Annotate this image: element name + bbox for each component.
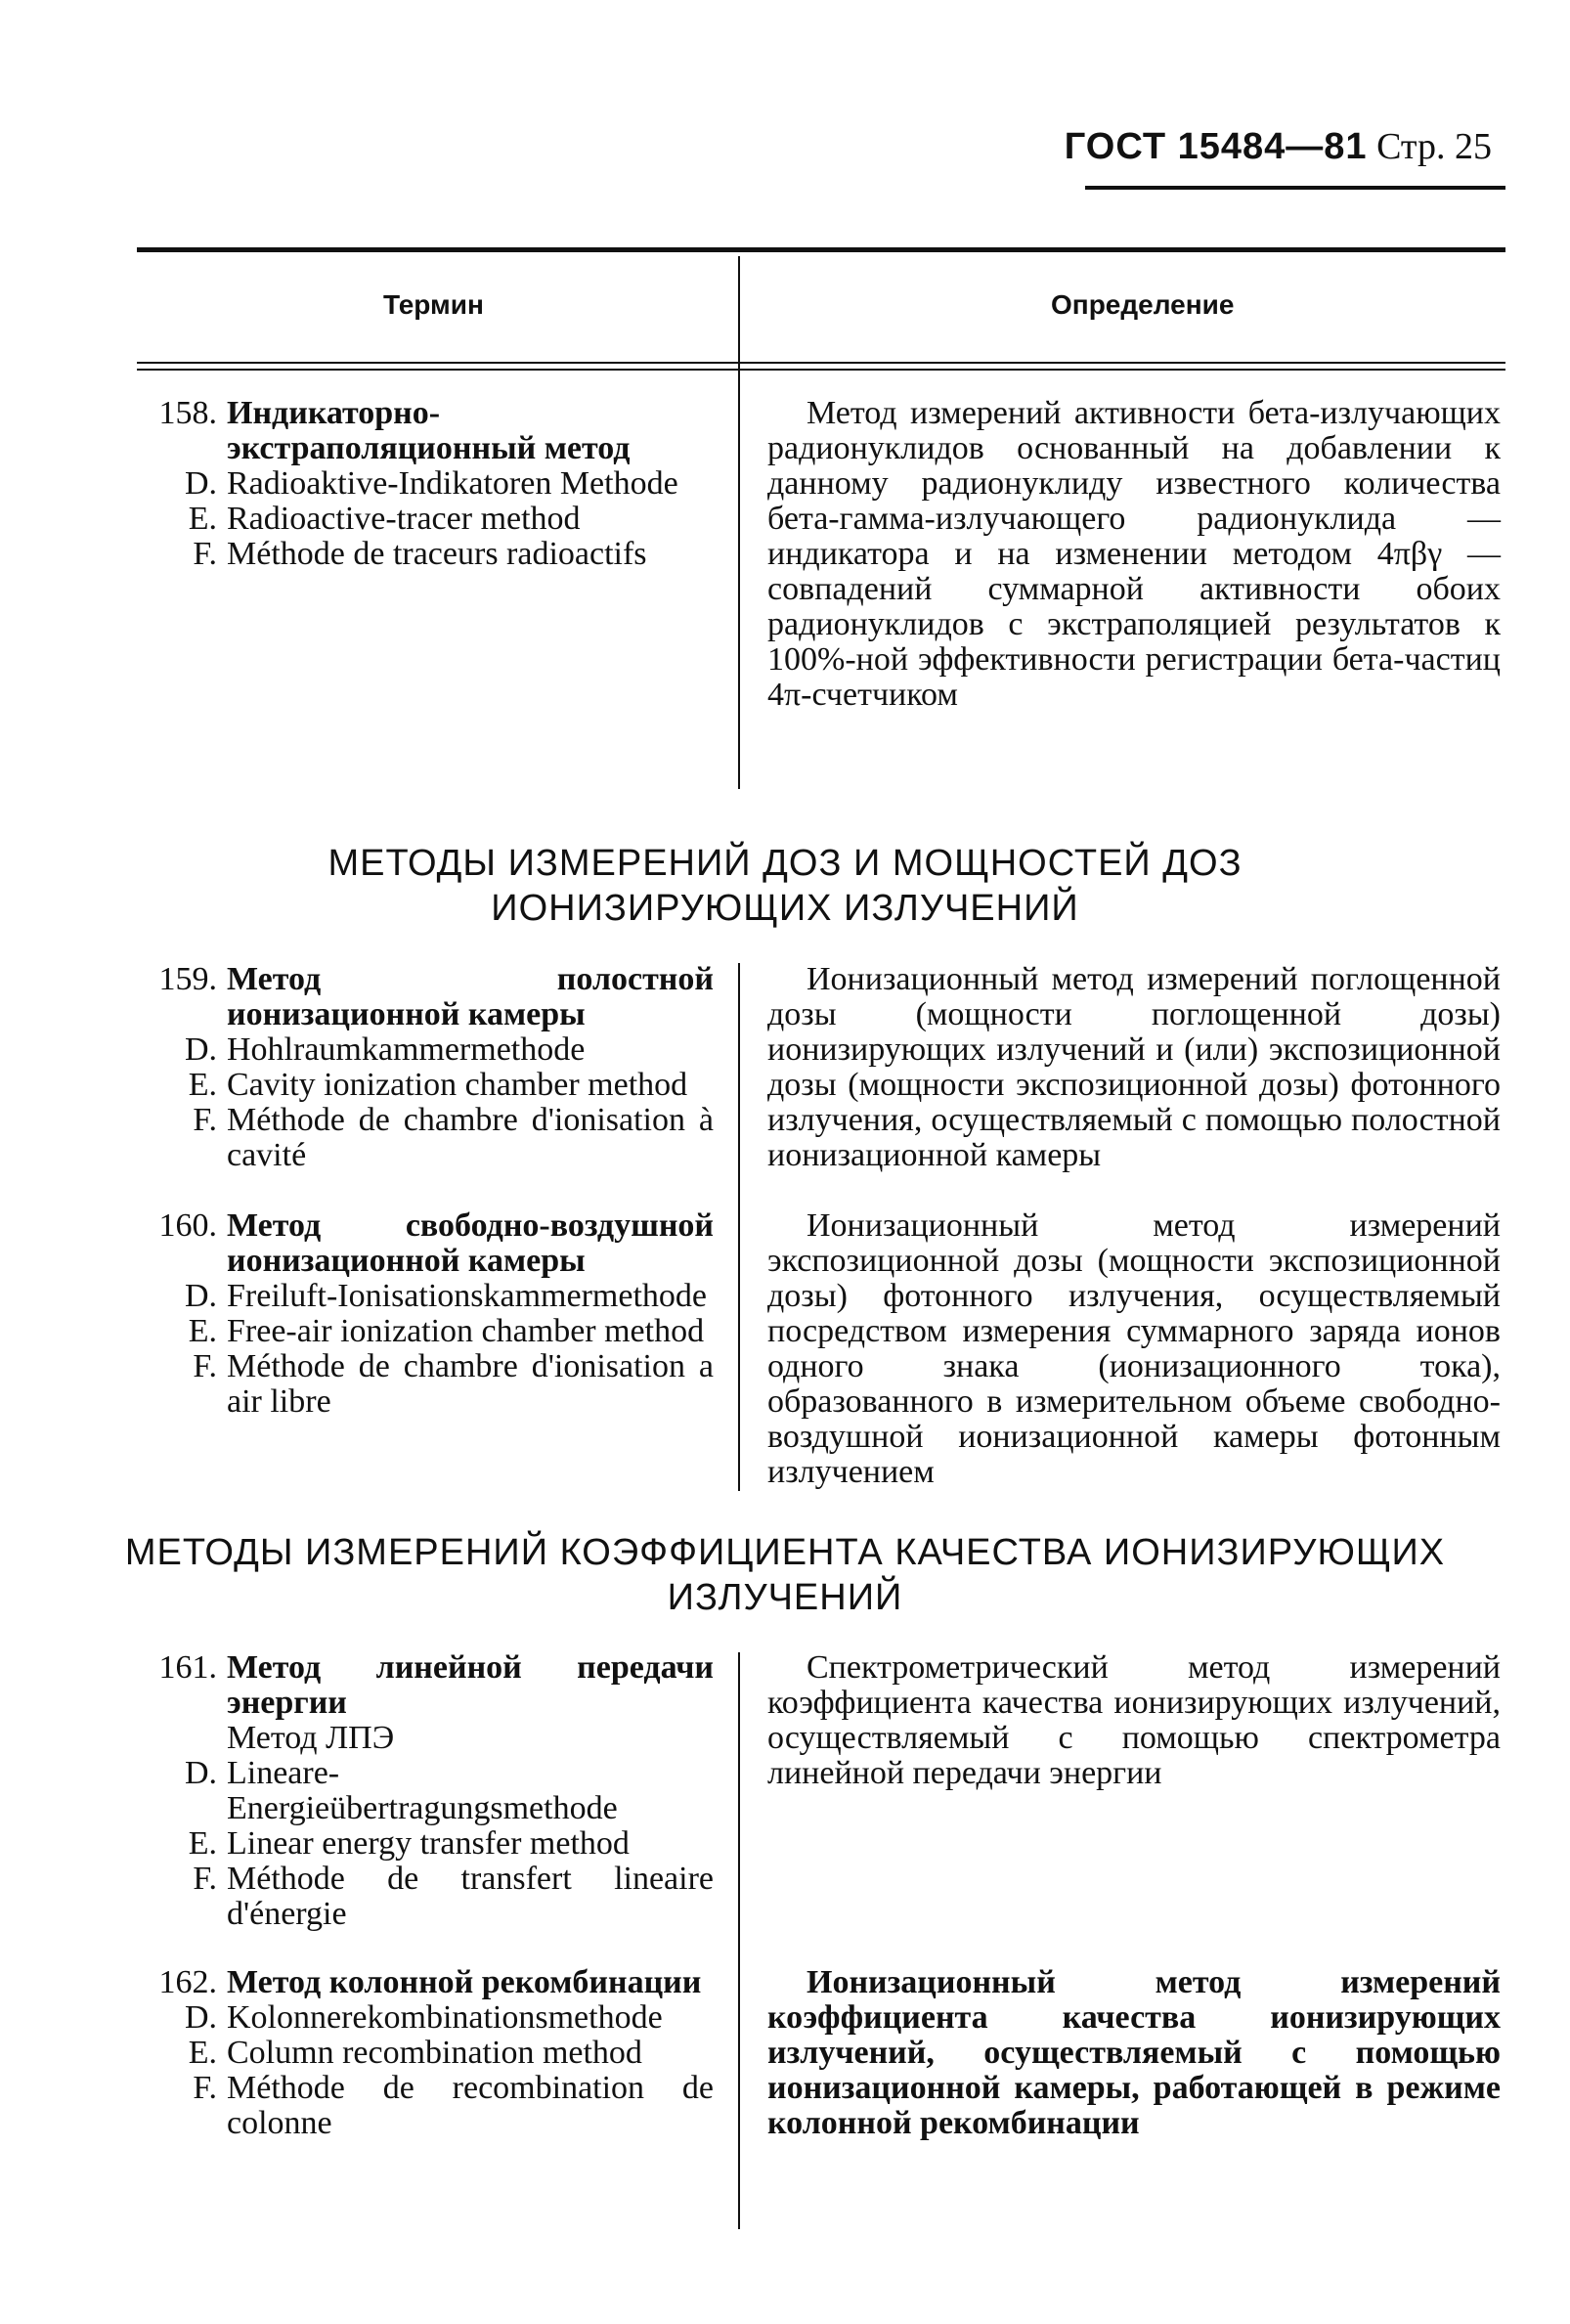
- table-top-rule: [137, 247, 1505, 252]
- entry-number: 162.: [158, 1964, 217, 2000]
- gost-number: ГОСТ 15484—81: [1064, 126, 1368, 167]
- term-entry-158: 158. Индикаторно-экстраполяционный метод D. Radioaktive-Indikatoren Methode E. Radioactive-tracer method F. Méthode de traceurs radioactifs: [127, 396, 714, 572]
- term-abbreviation: Метод ЛПЭ: [227, 1720, 395, 1756]
- definition-160: Ионизационный метод измерений экспозиционной дозы (мощности экспозиционной дозы) фотонного излучения, осуществляемый посредством измерения суммарного заряда ионов одного знака (ионизационного тока), образованного в измерительном объеме свободно-воздушной ионизационной камеры фотонным излучением: [767, 1207, 1501, 1490]
- term-name: Метод колонной рекомбинации: [227, 1964, 702, 2000]
- term-en: Column recombination method: [227, 2035, 642, 2071]
- term-entry-159: 159. Метод полостной ионизационной камеры D. Hohlraumkammermethode E. Cavity ionization chamber method F. Méthode de chambre d'ionisation à cavité: [127, 962, 714, 1173]
- header-rule: [1085, 186, 1505, 190]
- entry-number: 161.: [158, 1649, 217, 1686]
- column-header-definition: Определение: [1051, 289, 1235, 320]
- entry-number: 158.: [158, 395, 217, 431]
- term-en: Free-air ionization chamber method: [227, 1313, 705, 1349]
- term-en: Linear energy transfer method: [227, 1825, 630, 1862]
- term-name: Метод линейной передачи энергии: [227, 1649, 714, 1721]
- entry-number: 159.: [158, 961, 217, 997]
- definition-162: Ионизационный метод измерений коэффициента качества ионизирующих излучений, осуществляемый с помощью ионизационной камеры, работающей в режиме колонной рекомбинации: [767, 1964, 1501, 2141]
- entry-number: 160.: [158, 1207, 217, 1244]
- term-name: Метод полостной ионизационной камеры: [227, 961, 714, 1032]
- term-fr: Méthode de chambre d'ionisation à cavité: [227, 1102, 714, 1173]
- column-divider: [738, 963, 740, 1491]
- column-divider: [738, 256, 740, 789]
- definition-159: Ионизационный метод измерений поглощенной дозы (мощности поглощенной дозы) ионизирующих излучений и (или) экспозиционной дозы (мощности экспозиционной дозы) фотонного излучения, осуществляемый с помощью полостной ионизационной камеры: [767, 961, 1501, 1173]
- header-rule-lower: [137, 369, 1505, 371]
- term-de: Freiluft-Ionisationskammermethode: [227, 1278, 707, 1314]
- page-header: [1065, 125, 1492, 168]
- term-de: Kolonnerekombinationsmethode: [227, 1999, 663, 2036]
- term-name: Метод свободно-воздушной ионизационной камеры: [227, 1207, 714, 1279]
- term-fr: Méthode de transfert lineaire d'énergie: [227, 1861, 714, 1932]
- term-entry-162: 162. Метод колонной рекомбинации D. Kolonnerekombinationsmethode E. Column recombination method F. Méthode de recombination de colonne: [127, 1965, 714, 2141]
- term-entry-161: 161. Метод линейной передачи энергии Метод ЛПЭ D. Lineare-Energieübertragungsmethode E. Linear energy transfer method F. Méthode de transfert lineaire d'énergie: [127, 1650, 714, 1932]
- term-en: Radioactive-tracer method: [227, 501, 581, 537]
- header-rule-upper: [137, 362, 1505, 364]
- term-fr: Méthode de chambre d'ionisation a air libre: [227, 1348, 714, 1420]
- term-de: Lineare-Energieübertragungsmethode: [227, 1755, 618, 1826]
- term-entry-160: 160. Метод свободно-воздушной ионизационной камеры D. Freiluft-Ionisationskammermethode E. Free-air ionization chamber method F. Méthode de chambre d'ionisation a air libre: [127, 1208, 714, 1420]
- term-de: Radioaktive-Indikatoren Methode: [227, 465, 678, 502]
- definition-158: Метод измерений активности бета-излучающих радионуклидов основанный на добавлении к данному радионуклиду известного количества бета-гамма-излучающего радионуклида — индикатора и на изменении методом 4πβγ — совпадений суммарной активности обоих радионуклидов с экстраполяцией результатов к 100%-ной эффективности регистрации бета-частиц 4π-счетчиком: [767, 395, 1501, 713]
- term-name: Индикаторно-экстраполяционный метод: [227, 395, 631, 466]
- term-de: Hohlraumkammermethode: [227, 1031, 586, 1068]
- section-title-dose-methods: МЕТОДЫ ИЗМЕРЕНИЙ ДОЗ И МОЩНОСТЕЙ ДОЗ ИОНИЗИРУЮЩИХ ИЗЛУЧЕНИЙ: [327, 843, 1243, 929]
- page-number: Стр. 25: [1376, 126, 1492, 167]
- term-en: Cavity ionization chamber method: [227, 1067, 688, 1103]
- column-divider: [738, 1652, 740, 2229]
- section-title-quality-factor: МЕТОДЫ ИЗМЕРЕНИЙ КОЭФФИЦИЕНТА КАЧЕСТВА ИОНИЗИРУЮЩИХ ИЗЛУЧЕНИЙ: [124, 1532, 1446, 1618]
- column-header-term: Термин: [383, 289, 484, 320]
- term-fr: Méthode de recombination de colonne: [227, 2070, 714, 2141]
- term-fr: Méthode de traceurs radioactifs: [227, 536, 647, 572]
- definition-161: Спектрометрический метод измерений коэффициента качества ионизирующих излучений, осуществляемый с помощью спектрометра линейной передачи энергии: [767, 1649, 1501, 1791]
